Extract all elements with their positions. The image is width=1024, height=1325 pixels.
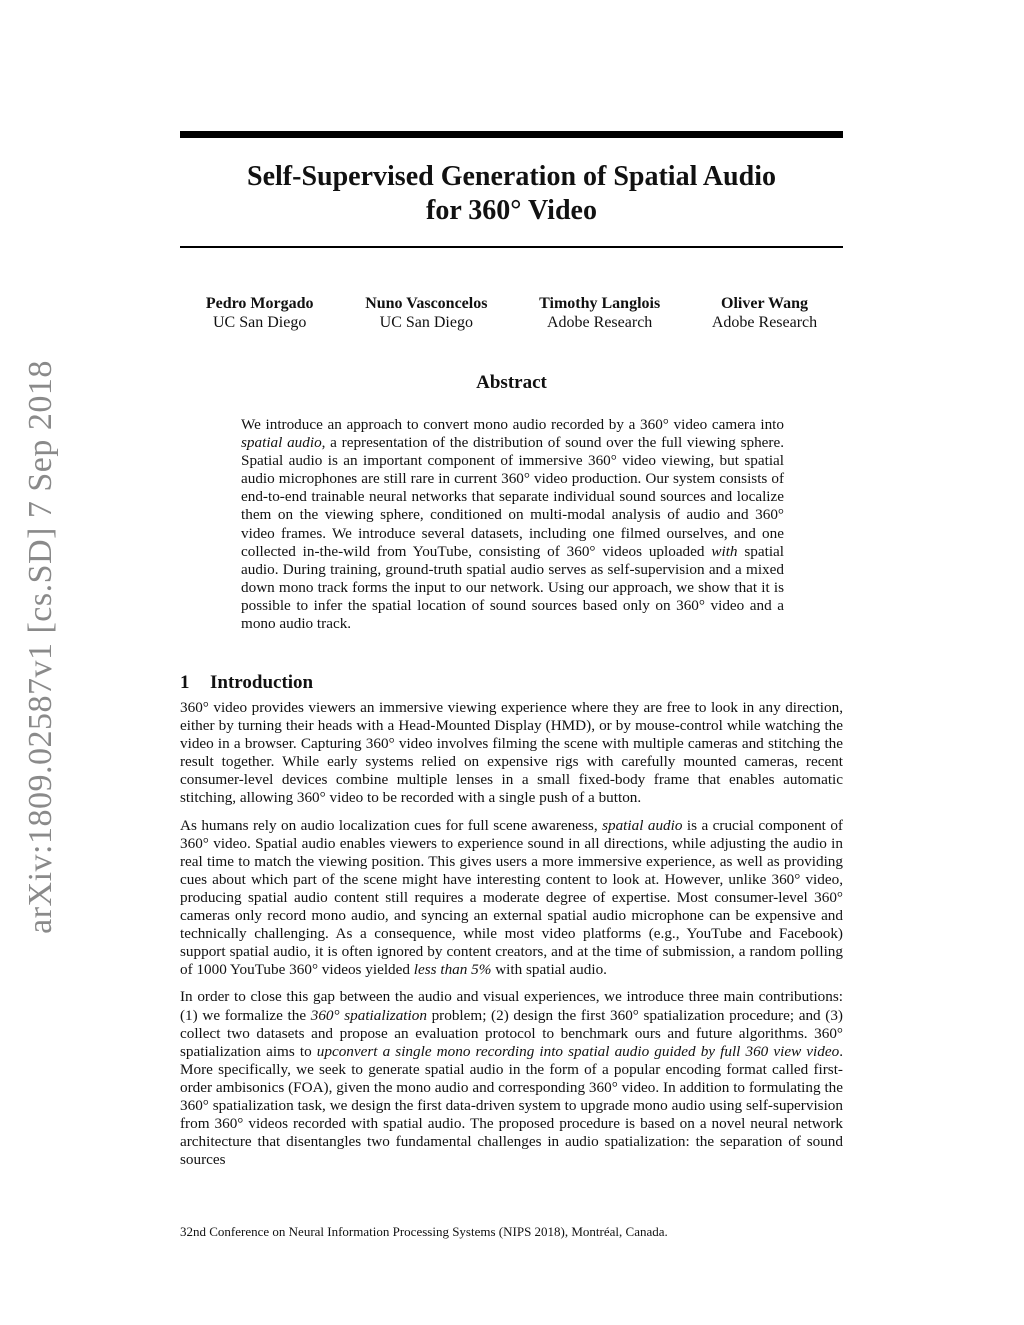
introduction-body — [180, 699, 843, 1178]
title-top-rule — [180, 131, 843, 138]
section-heading-introduction — [180, 672, 313, 694]
abstract-text: spatial audio. During training, ground-truth spatial audio serves as self-supervision and a mixed down mono track forms the input to our network. Using our approach, we show that it is possible to infer the spatial location of sound sources based only on 360° video and a mono audio track. — [241, 542, 784, 633]
paragraph-emphasis: 360° spatialization — [310, 1006, 427, 1024]
author-block — [712, 294, 817, 332]
abstract-text: We introduce an approach to convert mono audio recorded by a 360° video camera into — [241, 416, 784, 433]
paragraph — [180, 988, 843, 1169]
author-block — [365, 294, 487, 332]
paragraph-text: In order to close this gap between the audio and visual experiences, we introduce three main contributions: (1) we formalize the — [180, 988, 843, 1024]
author-affiliation: UC San Diego — [213, 314, 307, 331]
paper-title — [180, 160, 843, 228]
paragraph-emphasis: upconvert a single mono recording into spatial audio guided by full 360 view video — [316, 1042, 840, 1060]
title-line-1: Self-Supervised Generation of Spatial Audio — [247, 161, 776, 192]
paragraph-emphasis: spatial audio — [602, 816, 683, 834]
title-bottom-rule — [180, 246, 843, 248]
abstract-body — [241, 416, 784, 633]
abstract-text: , a representation of the distribution of sound over the full viewing sphere. Spatial audio is an important component of immersive 360° video viewing, but spatial audio microphones are still rare in current 360° video production. Our system consists of end-to-end trainable neural networks that separate individual sound sources and localize them on the viewing sphere, conditioned on multi-modal analysis of audio and 360° video frames. We introduce several datasets, including one filmed ourselves, and one collected in-the-wild from YouTube, consisting of 360° videos uploaded — [241, 434, 784, 560]
author-affiliation: Adobe Research — [547, 314, 653, 331]
paragraph-text: As humans rely on audio localization cues for full scene awareness, — [180, 816, 603, 834]
paragraph-emphasis: less than 5% — [413, 961, 492, 979]
author-name: Nuno Vasconcelos — [365, 295, 488, 312]
author-block — [206, 294, 314, 332]
author-name: Timothy Langlois — [539, 295, 661, 312]
paragraph-text: . More specifically, we seek to generate spatial audio in the form of a popular encoding format called first-order ambisonics (FOA), given the mono audio and corresponding 360° video. In addition to formulating the 360° spatialization task, we design the first data-driven system to upgrade mono audio using self-supervision from 360° videos recorded with spatial audio. The proposed procedure is based on a novel neural network architecture that disentangles two fundamental challenges in audio spatialization: the separation of sound sources — [180, 1042, 843, 1169]
abstract-heading: Abstract — [476, 372, 547, 393]
author-affiliation: Adobe Research — [711, 314, 818, 331]
author-name: Oliver Wang — [721, 295, 808, 312]
author-name: Pedro Morgado — [205, 295, 314, 312]
paragraph-text: problem; (2) design the first 360° spatialization procedure; and (3) collect two datasets and propose an evaluation protocol to benchmark ours and future algorithms. 360° spatialization aims to — [180, 1006, 843, 1060]
section-number: 1 — [180, 672, 190, 693]
author-block — [539, 294, 660, 332]
paragraph-text: with spatial audio. — [491, 961, 607, 979]
title-line-2: for 360° Video — [426, 195, 597, 226]
paragraph: 360° video provides viewers an immersive viewing experience where they are free to look in any direction, either by turning their heads with a Head-Mounted Display (HMD), or by mouse-control while watching the video in a browser. Capturing 360° video involves filming the scene with multiple cameras and stitching the result together. While early systems relied on expensive rigs with carefully mounted cameras, recent consumer-level devices combine multiple lenses in a small fixed-body frame that enables automatic stitching, allowing 360° video to be recorded with a single push of a button. — [180, 699, 843, 807]
paragraph-text: is a crucial component of 360° video. Spatial audio enables viewers to experience sound in all directions, while adjusting the audio in real time to match the viewing position. This gives users a more immersive experience, as well as providing cues about which part of the scene might have interesting content to look at. However, unlike 360° video, producing spatial audio content still requires a moderate degree of expertise. Most consumer-level 360° cameras only record mono audio, and syncing an external spatial audio microphone can be expensive and technically challenging. As a consequence, while most video platforms (e.g., YouTube and Facebook) support spatial audio, it is often ignored by content creators, and at the time of submission, a random polling of 1000 YouTube 360° videos yielded — [180, 816, 843, 979]
author-affiliation: UC San Diego — [379, 314, 473, 331]
abstract-emphasis: spatial audio — [241, 434, 322, 452]
abstract-emphasis: with — [711, 542, 738, 560]
arxiv-stamp: arXiv:1809.02587v1 [cs.SD] 7 Sep 2018 — [22, 360, 59, 934]
paragraph — [180, 817, 843, 980]
conference-footnote: 32nd Conference on Neural Information Processing Systems (NIPS 2018), Montréal, Canada. — [180, 1224, 668, 1239]
author-list — [180, 294, 843, 332]
section-title: Introduction — [210, 672, 314, 693]
